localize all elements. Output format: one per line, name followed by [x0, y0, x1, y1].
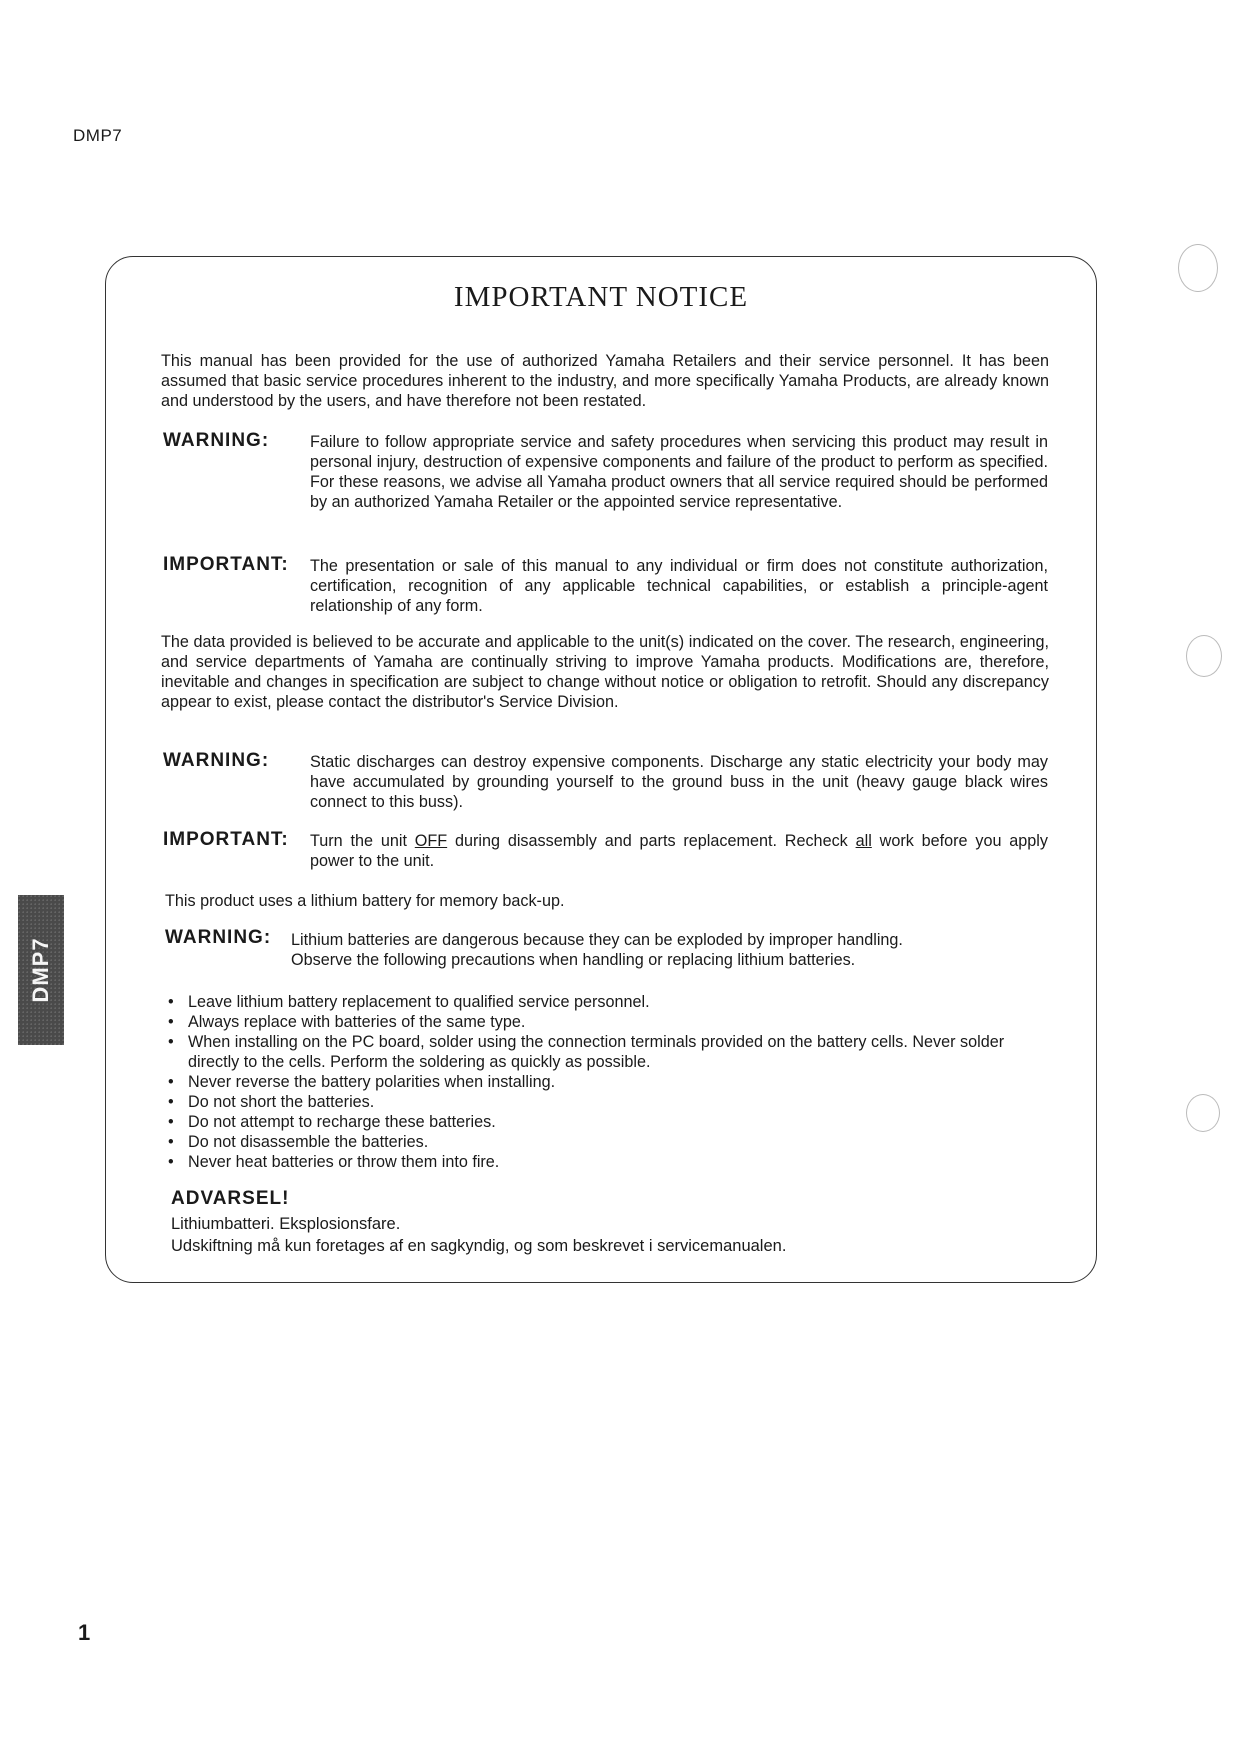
side-tab-label: DMP7 — [28, 937, 53, 1003]
warning-text-1: Failure to follow appropriate service and safety procedures when servicing this product may result in personal injury, destruction of expensive components and failure of the product to perform as specified. For these reasons, we advise all Yamaha product owners that all service required should be performed by an authorized Yamaha Retailer or the appointed service representative. — [310, 433, 1048, 511]
list-item: • Never heat batteries or throw them into fire. — [168, 1152, 1048, 1172]
page-number: 1 — [78, 1620, 91, 1645]
advarsel-line-2: Udskiftning må kun foretages af en sagkyndig, og som beskrevet i servicemanualen. — [171, 1237, 787, 1255]
list-item: • Do not attempt to recharge these batteries. — [168, 1112, 1048, 1132]
important-text-1: The presentation or sale of this manual to any individual or firm does not constitute authorization, certification, recognition of any applicable technical capabilities, or establish a principle-agent relationship of any form. — [310, 557, 1048, 615]
warning-text-2: Static discharges can destroy expensive components. Discharge any static electricity your body may have accumulated by grounding yourself to the ground buss in the unit (heavy gauge black wires connect to this buss). — [310, 753, 1048, 811]
important-notice-box — [105, 256, 1097, 1283]
battery-paragraph: This product uses a lithium battery for memory back-up. — [165, 892, 565, 910]
notice-title: IMPORTANT NOTICE — [453, 281, 749, 313]
binder-hole-mark — [1186, 635, 1222, 677]
important-label-1: IMPORTANT: — [163, 554, 289, 575]
side-tab — [18, 895, 64, 1045]
binder-hole-mark — [1178, 244, 1218, 292]
warning-label-1: WARNING: — [163, 430, 270, 451]
data-paragraph: The data provided is believed to be accurate and applicable to the unit(s) indicated on the cover. The research, engineering, and service departments of Yamaha are continually striving to improve Yamaha products. Modifications are, therefore, inevitable and changes in specification are subject to change without notice or obligation to retrofit. Should any discrepancy appear to exist, please contact the distributor's Service Division. — [161, 633, 1049, 711]
list-item: • When installing on the PC board, solder using the connection terminals provided on the battery cells. Never solder directly to the cells. Perform the soldering as quickly as possible. — [168, 1032, 1048, 1072]
list-item: • Leave lithium battery replacement to qualified service personnel. — [168, 992, 1048, 1012]
header-model-code: DMP7 — [73, 126, 123, 145]
warning-label-3: WARNING: — [165, 927, 272, 948]
important-label-2: IMPORTANT: — [163, 829, 289, 850]
warning-text-3-line-1: Lithium batteries are dangerous because they can be exploded by improper handling. — [291, 931, 903, 949]
list-item: • Never reverse the battery polarities when installing. — [168, 1072, 1048, 1092]
precautions-list — [168, 992, 1048, 1172]
warning-label-2: WARNING: — [163, 750, 270, 771]
binder-hole-mark — [1186, 1094, 1220, 1132]
list-item: • Do not short the batteries. — [168, 1092, 1048, 1112]
list-item: • Do not disassemble the batteries. — [168, 1132, 1048, 1152]
important-text-2: Turn the unit OFF during disassembly and parts replacement. Recheck all work before you apply power to the unit. — [310, 832, 1048, 870]
list-item: • Always replace with batteries of the same type. — [168, 1012, 1048, 1032]
advarsel-line-1: Lithiumbatteri. Eksplosionsfare. — [171, 1215, 401, 1233]
warning-text-3-line-2: Observe the following precautions when handling or replacing lithium batteries. — [291, 951, 856, 969]
advarsel-heading: ADVARSEL! — [171, 1188, 290, 1209]
intro-paragraph: This manual has been provided for the use of authorized Yamaha Retailers and their service personnel. It has been assumed that basic service procedures inherent to the industry, and more specifically Yamaha Products, are already known and understood by the users, and have therefore not been restated. — [161, 352, 1049, 410]
